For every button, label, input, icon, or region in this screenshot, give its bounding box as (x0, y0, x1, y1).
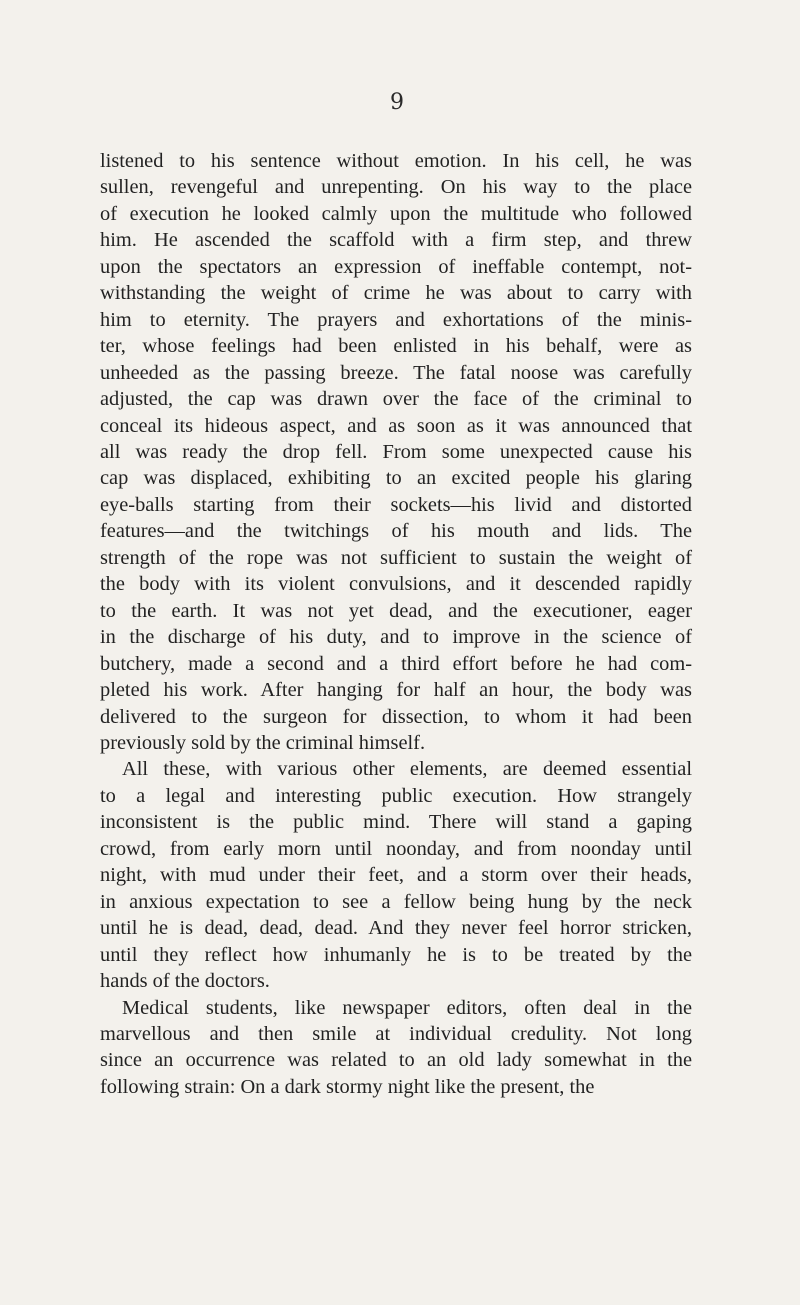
text-line: adjusted, the cap was drawn over the face of the criminal to (100, 388, 692, 411)
text-line: of execution he looked calmly upon the multitude who followed (100, 202, 692, 225)
paragraph (100, 756, 692, 994)
text-line: strength of the rope was not sufficient to sustain the weight of (100, 546, 692, 569)
text-line: unheeded as the passing breeze. The fatal noose was carefully (100, 361, 692, 384)
paragraph (100, 995, 692, 1101)
text-line: ter, whose feelings had been enlisted in his behalf, were as (100, 335, 692, 358)
text-line: butchery, made a second and a third effort before he had com- (100, 652, 692, 675)
text-line: until he is dead, dead, dead. And they never feel horror stricken, (100, 917, 692, 940)
text-line: delivered to the surgeon for dissection, to whom it had been (100, 705, 692, 728)
text-line: cap was displaced, exhibiting to an excited people his glaring (100, 467, 692, 490)
text-line: marvellous and then smile at individual credulity. Not long (100, 1022, 692, 1045)
text-line: listened to his sentence without emotion. In his cell, he was (100, 150, 692, 172)
text-line: inconsistent is the public mind. There will stand a gaping (100, 811, 692, 834)
text-line: pleted his work. After hanging for half an hour, the body was (100, 679, 692, 702)
text-line: to the earth. It was not yet dead, and the executioner, eager (100, 599, 692, 622)
text-line: withstanding the weight of crime he was about to carry with (100, 282, 692, 305)
text-line: eye-balls starting from their sockets—his livid and distorted (100, 493, 692, 516)
text-line: previously sold by the criminal himself. (100, 731, 426, 754)
text-line: hands of the doctors. (100, 970, 270, 993)
text-line: crowd, from early morn until noonday, and from noonday until (100, 837, 692, 860)
body-text (100, 148, 692, 1100)
text-line: Medical students, like newspaper editors, often deal in the (122, 996, 692, 1019)
paragraph (100, 148, 692, 756)
text-line: in the discharge of his duty, and to improve in the science of (100, 626, 692, 649)
text-line: upon the spectators an expression of ineffable contempt, not- (100, 255, 692, 278)
text-line: night, with mud under their feet, and a storm over their heads, (100, 864, 692, 887)
text-line: him to eternity. The prayers and exhortations of the minis- (100, 308, 692, 331)
text-line: conceal its hideous aspect, and as soon as it was announced that (100, 414, 692, 437)
text-line: him. He ascended the scaffold with a firm step, and threw (100, 229, 692, 252)
text-line: all was ready the drop fell. From some unexpected cause his (100, 440, 692, 463)
text-line: since an occurrence was related to an old lady somewhat in the (100, 1049, 692, 1072)
page-number: 9 (390, 90, 404, 115)
text-line: the body with its violent convulsions, and it descended rapidly (100, 573, 692, 596)
text-line: until they reflect how inhumanly he is to be treated by the (100, 943, 692, 966)
text-line: following strain: On a dark stormy night like the present, the (100, 1075, 595, 1098)
text-line: to a legal and interesting public execution. How strangely (100, 784, 692, 807)
text-line: features—and the twitchings of his mouth and lids. The (100, 520, 692, 543)
text-line: in anxious expectation to see a fellow being hung by the neck (100, 890, 692, 913)
text-line: sullen, revengeful and unrepenting. On his way to the place (100, 176, 692, 199)
text-line: All these, with various other elements, are deemed essential (122, 758, 692, 781)
